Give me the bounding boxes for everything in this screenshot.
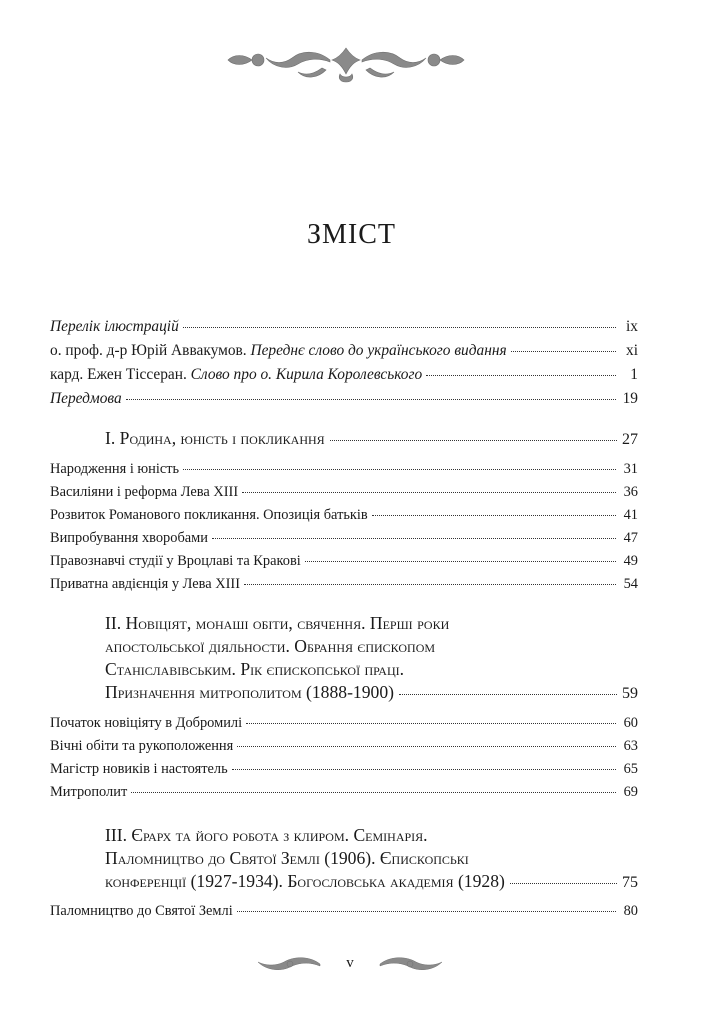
- toc-chapter-2[interactable]: [105, 612, 638, 705]
- toc-section[interactable]: [50, 458, 638, 480]
- toc-section[interactable]: [50, 481, 638, 503]
- toc-entry-page: 36: [623, 484, 638, 500]
- chapter-title-line: апостольської діяльности. Обрання єпископом: [105, 636, 436, 656]
- dot-leader: [232, 769, 616, 770]
- toc-chapter-1[interactable]: [105, 427, 638, 451]
- dot-leader: [183, 469, 616, 470]
- dot-leader: [242, 492, 616, 493]
- toc-section[interactable]: [50, 781, 638, 803]
- top-ornament-icon: [222, 40, 470, 84]
- toc-entry-title: Передмова: [50, 390, 122, 407]
- chapter-title-line: конференції (1927-1934). Богословська академія (1928): [105, 871, 505, 891]
- dot-leader: [305, 561, 616, 562]
- dot-leader: [126, 399, 616, 400]
- toc-entry-title: Митрополит: [50, 784, 128, 800]
- chapter-title-line: Призначення митрополитом (1888-1900): [105, 682, 394, 702]
- dot-leader: [244, 584, 616, 585]
- dot-leader: [131, 792, 616, 793]
- toc-entry-page: xi: [626, 342, 638, 359]
- chapter-title-line: Паломництво до Святої Землі (1906). Єпископські: [105, 848, 469, 868]
- toc-entry-title: Перелік ілюстрацій: [50, 318, 179, 335]
- dot-leader: [237, 746, 616, 747]
- toc-entry-page: 41: [623, 507, 638, 523]
- toc-chapter-3[interactable]: [105, 824, 638, 894]
- toc-entry-word-about-korolevsky[interactable]: [50, 364, 638, 386]
- toc-entry-illustrations[interactable]: [50, 316, 638, 338]
- chapter-title-line: III. Єрарх та його робота з клиром. Семінарія.: [105, 825, 428, 845]
- toc-entry-page: 19: [622, 390, 638, 407]
- toc-entry-title: Розвиток Романового покликання. Опозиція батьків: [50, 507, 368, 523]
- chapter-page: 59: [622, 685, 638, 702]
- dot-leader: [246, 723, 616, 724]
- toc-entry-title: Випробування хворобами: [50, 530, 208, 546]
- toc-entry-page: 80: [623, 903, 638, 919]
- dot-leader: [372, 515, 616, 516]
- dot-leader: [330, 440, 617, 441]
- dot-leader: [510, 883, 617, 884]
- chapter-title-line: Станіславівським. Рік єпископської праці.: [105, 659, 405, 679]
- page-title: ЗМІСТ: [306, 219, 397, 250]
- dot-leader: [511, 351, 616, 352]
- chapter-title-line: II. Новіціят, монаші обіти, свячення. Перші роки: [105, 613, 450, 633]
- toc-entry-page: 69: [623, 784, 638, 800]
- toc-section[interactable]: [50, 504, 638, 526]
- toc-entry-title: Правознавчі студії у Вроцлаві та Кракові: [50, 553, 301, 569]
- dot-leader: [399, 694, 617, 695]
- toc-section[interactable]: [50, 900, 638, 922]
- toc-entry-foreword-ukrainian[interactable]: [50, 340, 638, 362]
- toc-entry-page: 31: [623, 461, 638, 477]
- toc-section[interactable]: [50, 527, 638, 549]
- toc-section[interactable]: [50, 758, 638, 780]
- toc-entry-title: Паломництво до Святої Землі: [50, 903, 233, 919]
- toc-entry-title: Приватна авдієнція у Лева XIII: [50, 576, 241, 592]
- chapter-page: 27: [622, 431, 638, 448]
- toc-entry-title: кард. Ежен Тіссеран. Слово про о. Кирила Королевського: [50, 366, 423, 383]
- chapter-page: 75: [622, 874, 638, 891]
- toc-entry-title: Початок новіціяту в Добромилі: [50, 715, 243, 731]
- toc-entry-page: 63: [623, 738, 638, 754]
- dot-leader: [183, 327, 616, 328]
- toc-entry-preface[interactable]: [50, 388, 638, 410]
- toc-section[interactable]: [50, 712, 638, 734]
- toc-section[interactable]: [50, 573, 638, 595]
- toc-entry-page: 49: [623, 553, 638, 569]
- page-number: v: [326, 953, 374, 973]
- toc-entry-title: Вічні обіти та рукоположення: [50, 738, 234, 754]
- toc-section[interactable]: [50, 550, 638, 572]
- toc-entry-page: 60: [623, 715, 638, 731]
- toc-entry-title: о. проф. д-р Юрій Аввакумов. Переднє слово до українського видання: [50, 342, 507, 359]
- toc-entry-title: Василіяни і реформа Лева XIII: [50, 484, 239, 500]
- toc-entry-page: 65: [623, 761, 638, 777]
- toc-section[interactable]: [50, 735, 638, 757]
- toc-entry-page: ix: [626, 318, 638, 335]
- toc-entry-page: 1: [630, 366, 638, 383]
- dot-leader: [237, 911, 616, 912]
- chapter-title: I. Родина, юність і покликання: [105, 428, 325, 448]
- dot-leader: [426, 375, 616, 376]
- toc-entry-page: 47: [623, 530, 638, 546]
- toc-entry-page: 54: [623, 576, 638, 592]
- toc-entry-title: Народження і юність: [50, 461, 180, 477]
- dot-leader: [212, 538, 616, 539]
- toc-entry-title: Магістр новиків і настоятель: [50, 761, 228, 777]
